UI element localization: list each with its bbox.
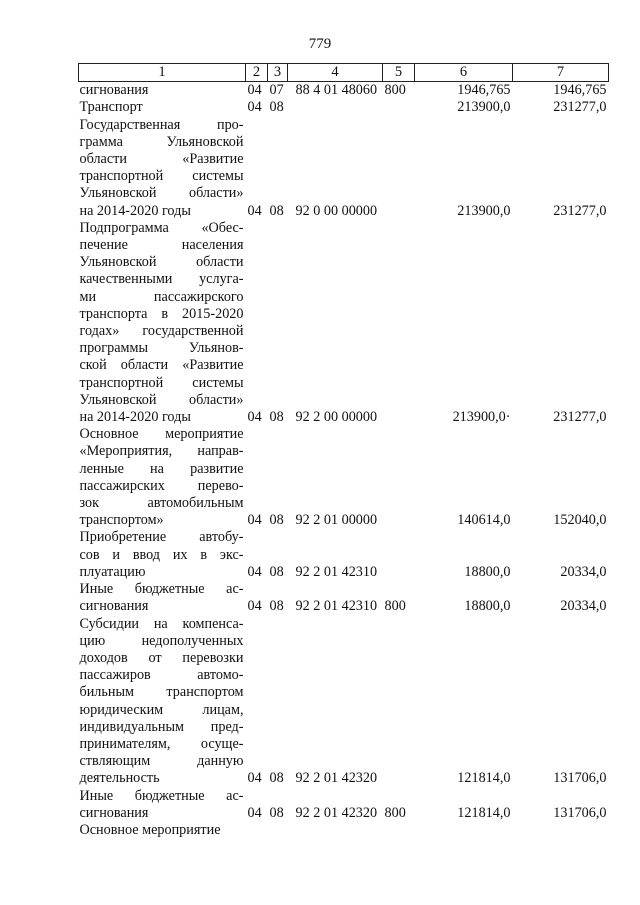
amount-year-2: 20334,0 <box>560 563 607 580</box>
target-article-code: 92 2 01 42320 <box>295 770 378 787</box>
target-article-code: 92 0 00 00000 <box>295 202 378 219</box>
podrazdel-code: 08 <box>269 563 284 580</box>
row-name-line: Государственная про- <box>79 116 244 133</box>
row-name-line: грамма Ульяновской <box>79 133 244 150</box>
row-name <box>79 99 246 116</box>
target-article-code: 88 4 01 48060 <box>295 82 378 99</box>
amount-year-2: 131706,0 <box>553 804 607 821</box>
row-name-line: доходов от перевозки <box>79 649 244 666</box>
table-row <box>79 82 609 100</box>
expense-type-code <box>383 220 415 426</box>
podrazdel-code: 08 <box>269 598 284 615</box>
row-name-line: Транспорт <box>79 99 143 116</box>
table-row <box>79 99 609 116</box>
row-name-line: Ульяновской области» <box>79 185 244 202</box>
target-article-code: 92 2 00 00000 <box>295 409 378 426</box>
row-name-line: бильным транспортом <box>79 684 244 701</box>
row-name-line: деятельность <box>79 770 160 787</box>
amount-year-1: 18800,0 <box>464 598 511 615</box>
row-name-line: плуатацию <box>79 563 146 580</box>
razdel-code: 04 <box>247 563 262 580</box>
row-name-line: ствляющим данную <box>79 753 244 770</box>
row-name <box>79 581 246 615</box>
column-header: 2 <box>246 64 268 82</box>
amount-year-1: 121814,0 <box>457 804 511 821</box>
row-name-line: Субсидии на компенса- <box>79 615 244 632</box>
amount-year-2: 131706,0 <box>553 770 607 787</box>
expense-type-code <box>383 616 415 788</box>
row-name-line: Приобретение автобу- <box>79 529 244 546</box>
table-row <box>79 822 609 839</box>
podrazdel-code: 08 <box>269 770 284 787</box>
row-name-line: Иные бюджетные ас- <box>79 581 244 598</box>
row-name-line: пассажирских перево- <box>79 477 244 494</box>
target-article-code <box>288 822 383 839</box>
amount-year-1: 1946,765 <box>457 82 511 99</box>
podrazdel-code: 07 <box>269 82 284 99</box>
row-name-line: юридическим лицам, <box>79 701 244 718</box>
razdel-code <box>246 822 268 839</box>
table-row <box>79 220 609 426</box>
expense-type-code <box>383 426 415 529</box>
row-name-line: сигнования <box>79 82 149 99</box>
row-name-line: на 2014-2020 годы <box>79 409 191 426</box>
expense-type-code: 800 <box>384 804 406 821</box>
row-name-line: Основное мероприятие <box>79 426 244 443</box>
amount-year-2: 1946,765 <box>553 82 607 99</box>
amount-year-1: 140614,0 <box>457 512 511 529</box>
row-name-line: сов и ввод их в экс- <box>79 546 244 563</box>
amount-year-2 <box>513 822 609 839</box>
row-name-line: печение населения <box>79 237 244 254</box>
row-name <box>79 426 246 529</box>
amount-year-2: 152040,0 <box>553 512 607 529</box>
row-name-line: принимателям, осуще- <box>79 735 244 752</box>
row-name-line: программы Ульянов- <box>79 340 244 357</box>
budget-table <box>78 63 609 839</box>
razdel-code: 04 <box>247 804 262 821</box>
column-header: 6 <box>415 64 513 82</box>
podrazdel-code: 08 <box>269 512 284 529</box>
target-article-code <box>288 99 383 116</box>
page-number: 779 <box>308 36 332 52</box>
row-name-line: зок автомобильным <box>79 495 244 512</box>
razdel-code: 04 <box>247 770 262 787</box>
razdel-code: 04 <box>247 512 262 529</box>
row-name <box>79 788 246 822</box>
amount-year-2: 20334,0 <box>560 598 607 615</box>
row-name-line: транспортной системы <box>79 168 244 185</box>
row-name-line: качественными услуга- <box>79 271 244 288</box>
row-name-line: Ульяновской области <box>79 254 244 271</box>
row-name-line: ской области «Развитие <box>79 357 244 374</box>
razdel-code: 04 <box>247 598 262 615</box>
row-name-line: Подпрограмма «Обес- <box>79 219 244 236</box>
row-name-line: транспорта в 2015-2020 <box>79 305 244 322</box>
row-name-line: Ульяновской области» <box>79 391 244 408</box>
expense-type-code <box>383 822 415 839</box>
expense-type-code: 800 <box>384 82 406 99</box>
amount-year-2: 231277,0 <box>553 409 607 426</box>
table-row <box>79 581 609 615</box>
razdel-code: 04 <box>247 82 262 99</box>
row-name-line: индивидуальным пред- <box>79 718 244 735</box>
row-name-line: области «Развитие <box>79 151 244 168</box>
amount-year-1: 213900,0 <box>457 99 511 116</box>
amount-year-2: 231277,0 <box>553 99 607 116</box>
expense-type-code <box>383 99 415 116</box>
row-name <box>79 822 246 839</box>
column-header: 4 <box>288 64 383 82</box>
amount-year-2: 231277,0 <box>553 202 607 219</box>
podrazdel-code: 08 <box>269 202 284 219</box>
expense-type-code <box>383 529 415 581</box>
row-name <box>79 117 246 220</box>
podrazdel-code: 08 <box>269 804 284 821</box>
table-row <box>79 616 609 788</box>
podrazdel-code: 08 <box>269 99 284 116</box>
target-article-code: 92 2 01 00000 <box>295 512 378 529</box>
row-name-line: Основное мероприятие <box>79 821 221 838</box>
table-row <box>79 529 609 581</box>
row-name-line: цию недополученных <box>79 632 244 649</box>
row-name <box>79 616 246 788</box>
amount-year-1: 213900,0· <box>452 409 511 426</box>
amount-year-1: 213900,0 <box>457 202 511 219</box>
razdel-code: 04 <box>247 409 262 426</box>
row-name-line: «Мероприятия, направ- <box>79 443 244 460</box>
row-name-line: годах» государственной <box>79 323 244 340</box>
row-name-line: сигнования <box>79 598 149 615</box>
table-header-row <box>79 64 609 82</box>
row-name <box>79 529 246 581</box>
target-article-code: 92 2 01 42310 <box>295 563 378 580</box>
row-name <box>79 82 246 100</box>
target-article-code: 92 2 01 42320 <box>295 804 378 821</box>
table-body <box>79 82 609 839</box>
table-row <box>79 426 609 529</box>
column-header: 7 <box>513 64 609 82</box>
razdel-code: 04 <box>247 202 262 219</box>
row-name-line: ми пассажирского <box>79 288 244 305</box>
table-row <box>79 117 609 220</box>
expense-type-code <box>383 117 415 220</box>
target-article-code: 92 2 01 42310 <box>295 598 378 615</box>
amount-year-1 <box>415 822 513 839</box>
amount-year-1: 18800,0 <box>464 563 511 580</box>
column-header: 3 <box>268 64 288 82</box>
podrazdel-code <box>268 822 288 839</box>
row-name-line: транспортной системы <box>79 374 244 391</box>
column-header: 5 <box>383 64 415 82</box>
podrazdel-code: 08 <box>269 409 284 426</box>
expense-type-code: 800 <box>384 598 406 615</box>
table-row <box>79 788 609 822</box>
row-name <box>79 220 246 426</box>
row-name-line: на 2014-2020 годы <box>79 202 191 219</box>
row-name-line: пассажиров автомо- <box>79 667 244 684</box>
row-name-line: сигнования <box>79 804 149 821</box>
column-header: 1 <box>79 64 246 82</box>
row-name-line: транспортом» <box>79 512 164 529</box>
row-name-line: Иные бюджетные ас- <box>79 787 244 804</box>
amount-year-1: 121814,0 <box>457 770 511 787</box>
row-name-line: ленные на развитие <box>79 460 244 477</box>
razdel-code: 04 <box>247 99 262 116</box>
